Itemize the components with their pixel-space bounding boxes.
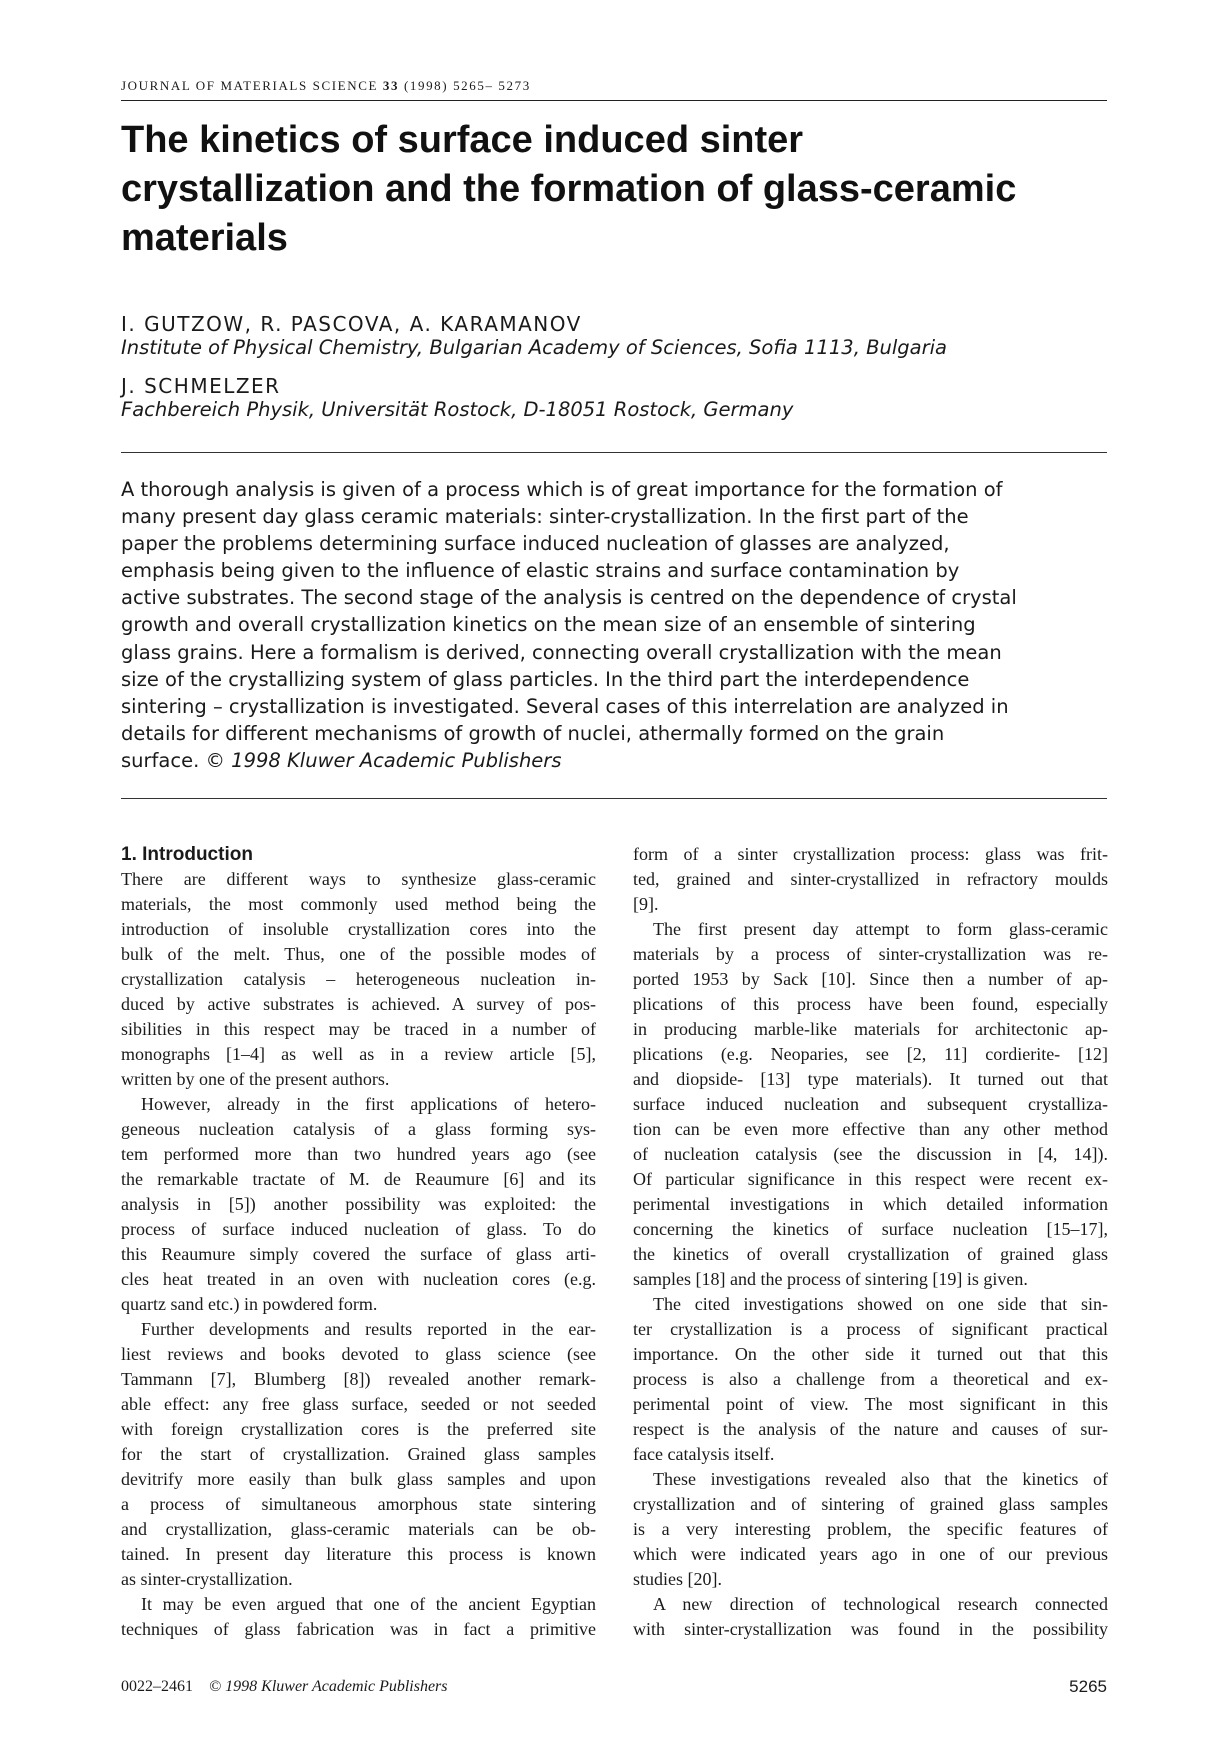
- body-text-line: [9].: [633, 894, 659, 914]
- body-text-line: in producing marble-like materials for architectonic ap-: [633, 1019, 1108, 1039]
- body-text-line: monographs [1–4] as well as in a review article [5],: [121, 1044, 596, 1064]
- body-text-line: which were indicated years ago in one of our previous: [633, 1544, 1108, 1564]
- abstract-line: details for different mechanisms of growth of nuclei, athermally formed on the grain: [121, 721, 945, 745]
- abstract-line: sintering – crystallization is investigated. Several cases of this interrelation are analyzed in: [121, 694, 1009, 718]
- body-text-line: importance. On the other side it turned out that this: [633, 1344, 1108, 1364]
- body-text-line: Tammann [7], Blumberg [8]) revealed another remark-: [121, 1369, 596, 1389]
- journal-pages: 5265– 5273: [453, 78, 531, 93]
- body-text-line: with sinter-crystallization was found in the possibility: [633, 1619, 1108, 1639]
- abstract-copyright: © 1998 Kluwer Academic Publishers: [205, 748, 562, 772]
- body-text-line: cles heat treated in an oven with nucleation cores (e.g.: [121, 1269, 596, 1289]
- body-text-line: with foreign crystallization cores is the preferred site: [121, 1419, 596, 1439]
- author-affiliation: Fachbereich Physik, Universität Rostock, D-18051 Rostock, Germany: [121, 398, 794, 421]
- issn: 0022–2461: [121, 1678, 193, 1695]
- body-text-line: this Reaumure simply covered the surface of glass arti-: [121, 1244, 596, 1264]
- abstract-last-text: surface.: [121, 748, 200, 772]
- body-text-line: techniques of glass fabrication was in fact a primitive: [121, 1619, 596, 1639]
- body-text-line: ter crystallization is a process of significant practical: [633, 1319, 1108, 1339]
- body-text-line: Further developments and results reported in the ear-: [141, 1319, 596, 1339]
- body-text-line: bulk of the melt. Thus, one of the possible modes of: [121, 944, 596, 964]
- title-line: The kinetics of surface induced sinter: [121, 119, 804, 161]
- journal-year: (1998): [403, 78, 449, 93]
- body-text-line: and crystallization, glass-ceramic materials can be ob-: [121, 1519, 596, 1539]
- journal-name: JOURNAL OF MATERIALS SCIENCE: [121, 78, 379, 93]
- body-text-line: samples [18] and the process of sintering [19] is given.: [633, 1269, 1028, 1289]
- title-line: crystallization and the formation of glass-ceramic: [121, 168, 1017, 210]
- body-text-line: analysis in [5]) another possibility was exploited: the: [121, 1194, 596, 1214]
- body-text-line: liest reviews and books devoted to glass science (see: [121, 1344, 596, 1364]
- paper-title: [121, 116, 1111, 263]
- body-text-line: The cited investigations showed on one side that sin-: [653, 1294, 1108, 1314]
- body-text-line: devitrify more easily than bulk glass samples and upon: [121, 1469, 596, 1489]
- body-text-line: plications (e.g. Neoparies, see [2, 11] cordierite- [12]: [633, 1044, 1108, 1064]
- body-text-line: plications of this process have been found, especially: [633, 994, 1108, 1014]
- abstract-line: A thorough analysis is given of a process which is of great importance for the formation of: [121, 478, 1003, 501]
- body-text-line: respect is the analysis of the nature and causes of sur-: [633, 1419, 1108, 1439]
- body-text-line: quartz sand etc.) in powdered form.: [121, 1294, 378, 1314]
- body-text-line: and diopside- [13] type materials). It turned out that: [633, 1069, 1108, 1089]
- body-text-line: It may be even argued that one of the ancient Egyptian: [141, 1594, 596, 1614]
- body-text-line: studies [20].: [633, 1569, 722, 1589]
- abstract-line: many present day glass ceramic materials: sinter-crystallization. In the first part of the: [121, 505, 969, 529]
- body-text-line: form of a sinter crystallization process: glass was frit-: [633, 844, 1108, 864]
- body-text-line: crystallization and of sintering of grained glass samples: [633, 1494, 1108, 1514]
- body-text-line: able effect: any free glass surface, seeded or not seeded: [121, 1394, 596, 1414]
- body-text-line: materials by a process of sinter-crystallization was re-: [633, 944, 1108, 964]
- body-text-line: introduction of insoluble crystallization cores into the: [121, 919, 596, 939]
- title-line: materials: [121, 217, 288, 259]
- body-text-line: ported 1953 by Sack [10]. Since then a number of ap-: [633, 969, 1108, 989]
- body-text-line: the kinetics of overall crystallization of grained glass: [633, 1244, 1108, 1264]
- body-text-line: for the start of crystallization. Grained glass samples: [121, 1444, 596, 1464]
- footer-info: [121, 1678, 448, 1696]
- body-text-line: materials, the most commonly used method being the: [121, 894, 596, 914]
- page-number: 5265: [1069, 1677, 1107, 1696]
- body-text-line: duced by active substrates is achieved. A survey of pos-: [121, 994, 596, 1014]
- body-text-line: A new direction of technological research connected: [653, 1594, 1108, 1614]
- body-text-line: sibilities in this respect may be traced in a number of: [121, 1019, 596, 1039]
- body-text-line: perimental point of view. The most significant in this: [633, 1394, 1108, 1414]
- body-text-line: tained. In present day literature this process is known: [121, 1544, 596, 1564]
- body-text-line: perimental investigations in which detailed information: [633, 1194, 1108, 1214]
- abstract: [121, 476, 1111, 774]
- body-text-line: tion can be even more effective than any other method: [633, 1119, 1108, 1139]
- body-text-line: Of particular significance in this respect were recent ex-: [633, 1169, 1108, 1189]
- author-names: I. GUTZOW, R. PASCOVA, A. KARAMANOV: [121, 312, 582, 336]
- footer-publisher: © 1998 Kluwer Academic Publishers: [209, 1678, 448, 1695]
- journal-volume: 33: [382, 78, 400, 93]
- body-text-line: The first present day attempt to form glass-ceramic: [653, 919, 1108, 939]
- abstract-line: growth and overall crystallization kinetics on the mean size of an ensemble of sintering: [121, 613, 976, 637]
- author-names: J. SCHMELZER: [121, 374, 281, 398]
- right-column: [633, 842, 1108, 1642]
- body-text-line: face catalysis itself.: [633, 1444, 775, 1464]
- body-text-line: concerning the kinetics of surface nucleation [15–17],: [633, 1219, 1108, 1239]
- body-text-line: However, already in the first applications of hetero-: [141, 1094, 596, 1114]
- body-text-line: tem performed more than two hundred years ago (see: [121, 1144, 596, 1164]
- body-text-line: ted, grained and sinter-crystallized in refractory moulds: [633, 869, 1108, 889]
- abstract-line: active substrates. The second stage of the analysis is centred on the dependence of crystal: [121, 586, 1017, 610]
- body-text-line: There are different ways to synthesize glass-ceramic: [121, 869, 596, 889]
- body-text-line: process of surface induced nucleation of glass. To do: [121, 1219, 596, 1239]
- body-text-line: as sinter-crystallization.: [121, 1569, 293, 1589]
- abstract-line: size of the crystallizing system of glass particles. In the third part the interdependence: [121, 667, 970, 691]
- abstract-bottom-rule: [121, 798, 1107, 799]
- abstract-line: glass grains. Here a formalism is derived, connecting overall crystallization with the mean: [121, 640, 1002, 664]
- abstract-line: paper the problems determining surface induced nucleation of glasses are analyzed,: [121, 532, 950, 556]
- left-column: [121, 842, 596, 1642]
- body-text-line: the remarkable tractate of M. de Reaumure [6] and its: [121, 1169, 596, 1189]
- body-text-line: is a very interesting problem, the specific features of: [633, 1519, 1108, 1539]
- body-text-line: a process of simultaneous amorphous state sintering: [121, 1494, 596, 1514]
- body-text-line: written by one of the present authors.: [121, 1069, 390, 1089]
- running-head: [121, 78, 1107, 101]
- body-text-line: geneous nucleation catalysis of a glass forming sys-: [121, 1119, 596, 1139]
- abstract-line: [121, 747, 1111, 774]
- abstract-line: emphasis being given to the influence of elastic strains and surface contamination by: [121, 559, 960, 583]
- body-text-line: These investigations revealed also that the kinetics of: [653, 1469, 1108, 1489]
- author-affiliation: Institute of Physical Chemistry, Bulgarian Academy of Sciences, Sofia 1113, Bulgaria: [121, 336, 947, 359]
- body-text-line: of nucleation catalysis (see the discussion in [4, 14]).: [633, 1144, 1108, 1164]
- body-text-line: crystallization catalysis – heterogeneous nucleation in-: [121, 969, 596, 989]
- section-heading: 1. Introduction: [121, 844, 253, 865]
- body-text-line: process is also a challenge from a theoretical and ex-: [633, 1369, 1108, 1389]
- body-text-line: surface induced nucleation and subsequent crystalliza-: [633, 1094, 1108, 1114]
- abstract-top-rule: [121, 452, 1107, 453]
